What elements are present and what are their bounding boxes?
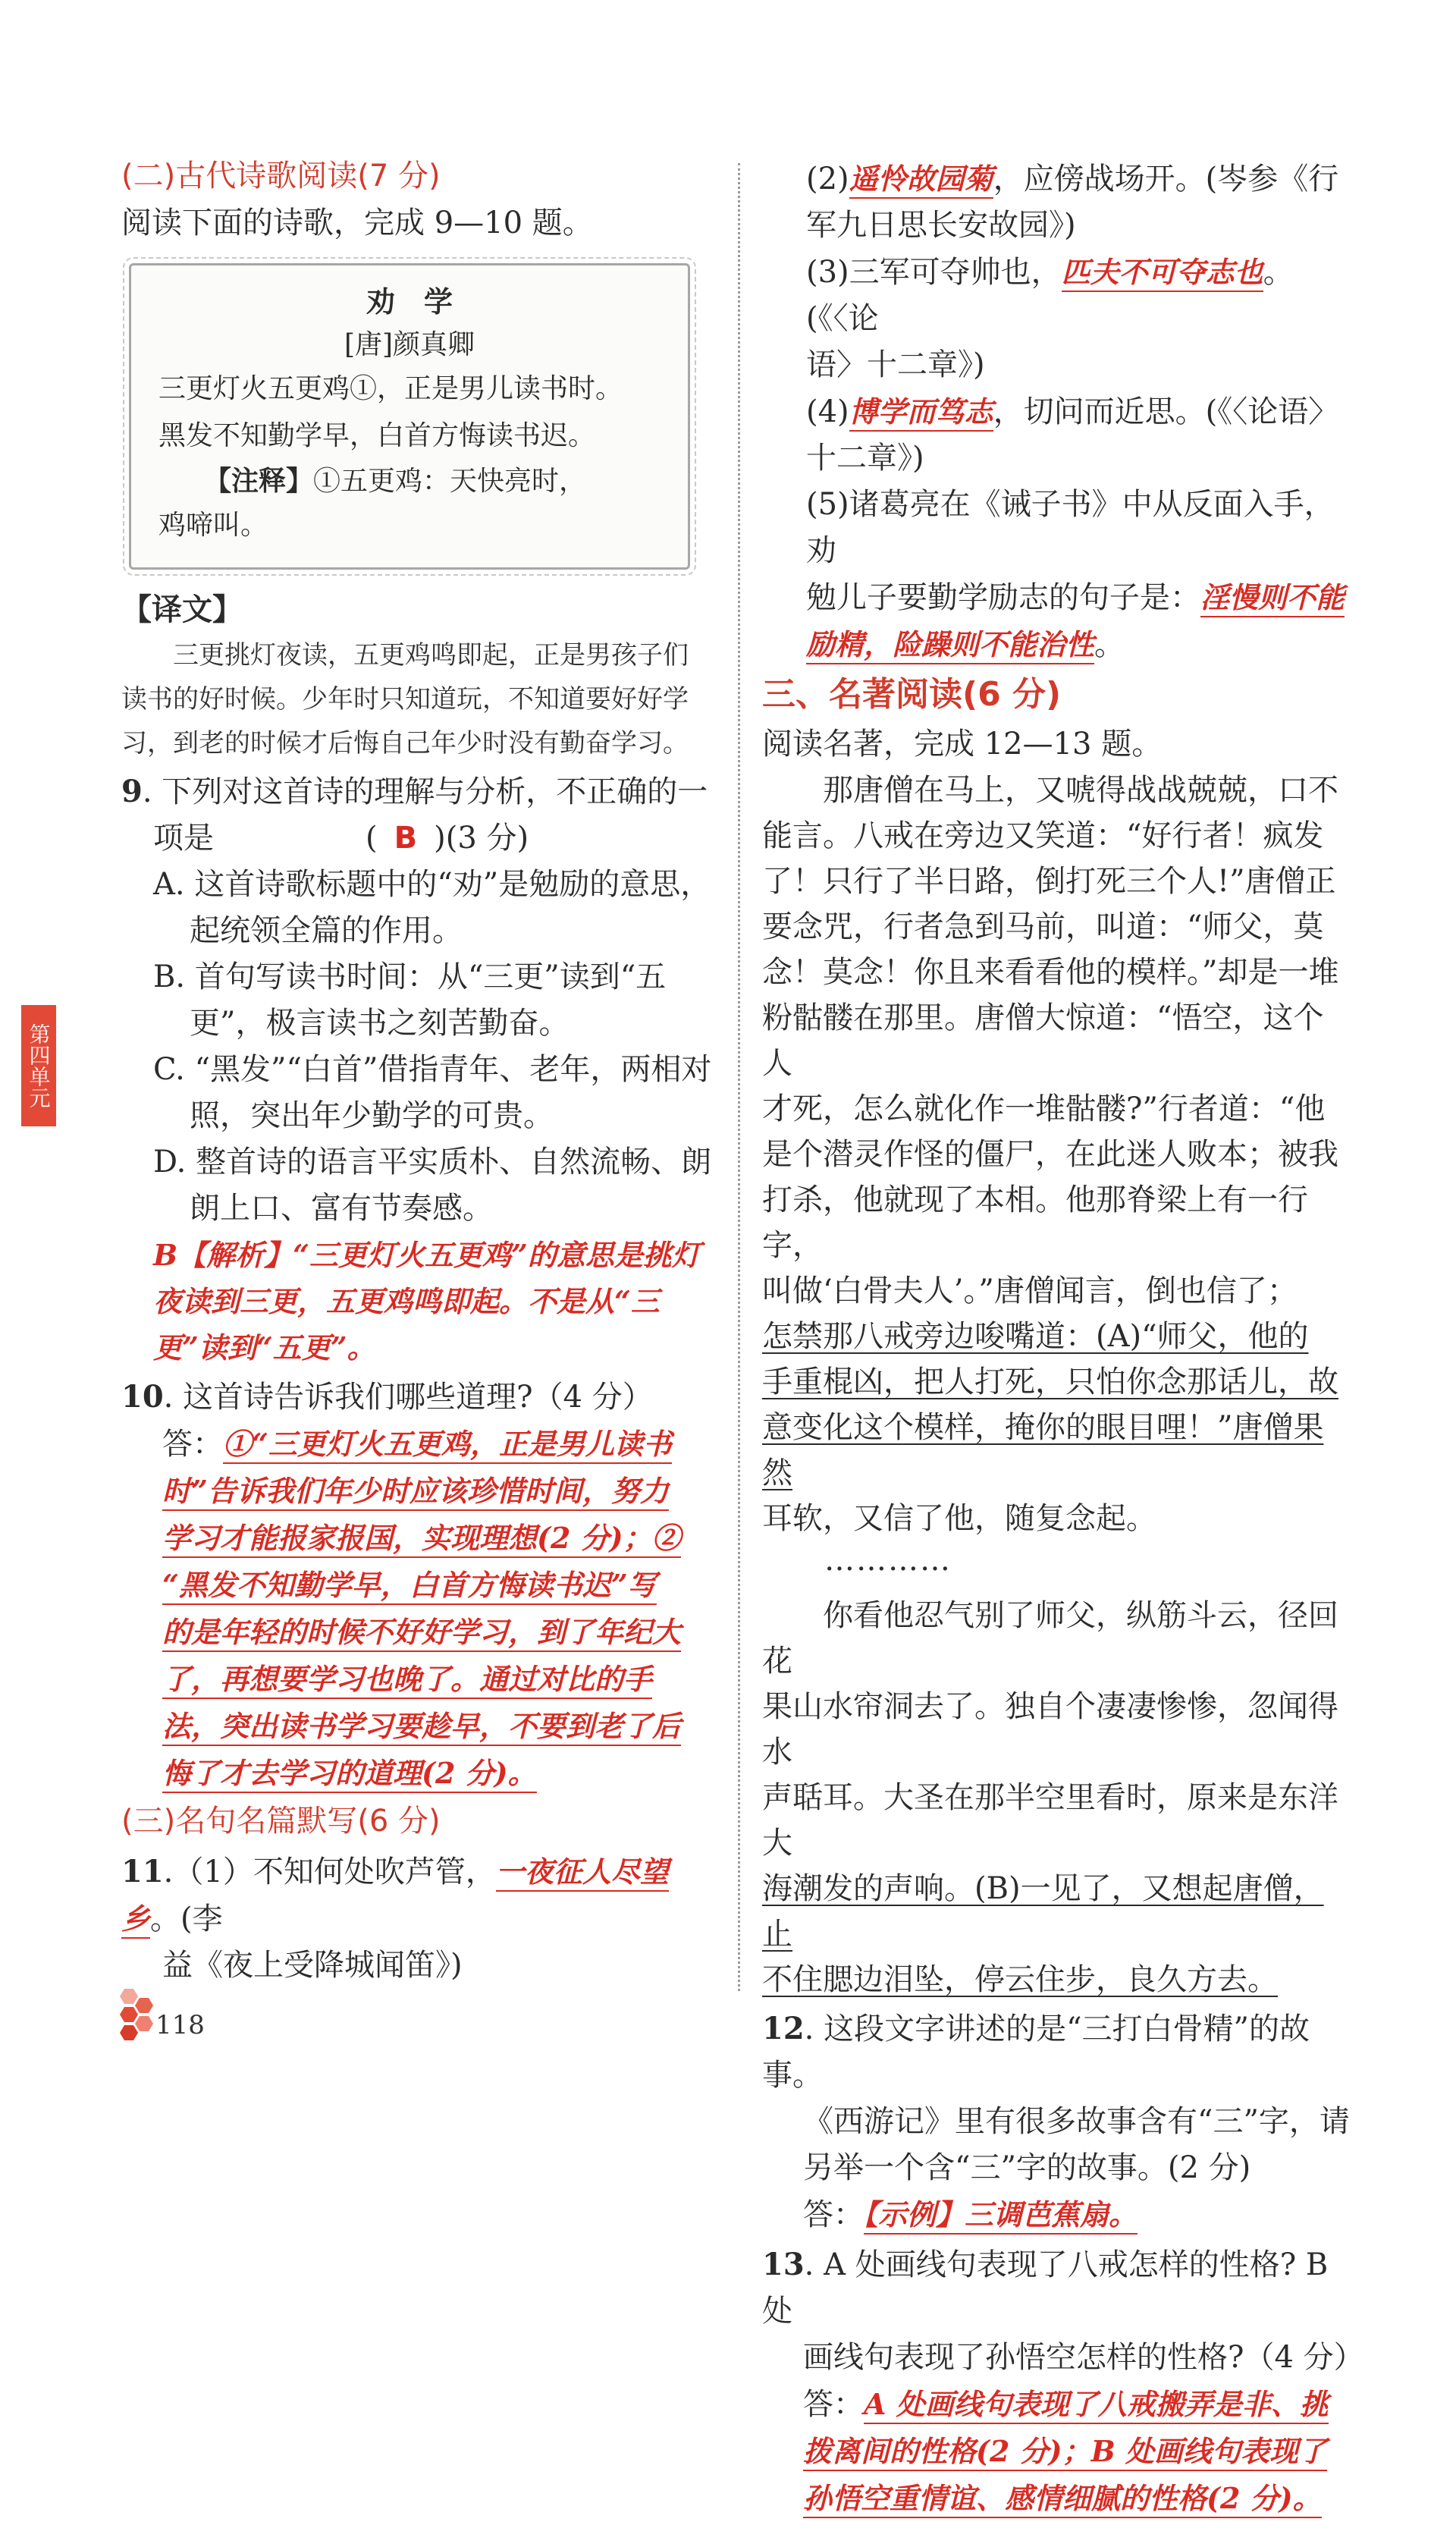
- answer-line: 学习才能报家报国，实现理想(2 分)；②: [162, 1521, 681, 1558]
- passage-line-underlined: 不住腮边泪坠，停云住步，良久方去。: [762, 1962, 1278, 1997]
- poem-note: [158, 460, 661, 504]
- passage-line-underlined: 意变化这个模样，掩你的眼目哩！”唐僧果然: [762, 1410, 1324, 1490]
- passage-line: 念！莫念！你且来看看他的模样。”却是一堆: [762, 955, 1339, 990]
- answer-fill: 一夜征人尽望乡: [121, 1855, 669, 1939]
- poem-box: [129, 263, 690, 570]
- passage-line: 要念咒，行者急到马前，叫道：“师父，莫: [762, 909, 1324, 944]
- question-13: [762, 2241, 1364, 2522]
- passage-line: 耳软，又信了他，随复念起。: [762, 1501, 1156, 1536]
- question-11: [121, 1848, 717, 1989]
- translation-line: 读书的好时候。少年时只知道玩，不知道要好好学: [121, 684, 689, 715]
- question-text: . 这首诗告诉我们哪些道理?（4 分）: [163, 1380, 653, 1415]
- question-text: 《西游记》里有很多故事含有“三”字，请: [803, 2104, 1350, 2139]
- right-column: [762, 155, 1364, 2522]
- answer-fill: 博学而笃志: [849, 394, 993, 432]
- answer-line: 孙悟空重情谊、感情细腻的性格(2 分)。: [803, 2481, 1322, 2518]
- passage-line: 能言。八戒在旁边又笑道：“好行者！疯发: [762, 818, 1324, 853]
- question-text: 。: [1094, 627, 1125, 662]
- question-text: 益《夜上受降城闻笛》): [162, 1948, 463, 1983]
- passage-2: [762, 1593, 1354, 2002]
- translation-line: 习，到老的时候才后悔自己年少时没有勤奋学习。: [121, 728, 689, 758]
- poem-title: 劝 学: [366, 285, 453, 319]
- poem-note-cont: 鸡啼叫。: [158, 510, 268, 541]
- section-classics-intro: 阅读名著，完成 12—13 题。: [762, 727, 1163, 762]
- question-text: ，切问而近思。(《〈论语〉: [993, 394, 1339, 429]
- answer-label: 答：: [162, 1427, 223, 1462]
- poem-author: [唐]颜真卿: [344, 329, 475, 360]
- question-9-answer: B: [394, 821, 418, 856]
- section-ancient-poetry-intro: 阅读下面的诗歌，完成 9—10 题。: [121, 206, 593, 240]
- question-text: (3)三军可夺帅也，: [806, 255, 1062, 290]
- answer-line: A 处画线句表现了八戒搬弄是非、挑: [864, 2387, 1329, 2424]
- answer-line: 悔了才去学习的道理(2 分)。: [162, 1756, 537, 1793]
- question-score: )(3 分): [434, 821, 529, 856]
- question-11-cont: [762, 155, 1354, 668]
- passage-line: 叫做‘白骨夫人’。”唐僧闻言，倒也信了；: [762, 1274, 1298, 1308]
- answer-label: 答：: [803, 2387, 864, 2422]
- question-number: 10: [121, 1379, 164, 1415]
- question-text: (5)诸葛亮在《诫子书》中从反面入手，劝: [806, 487, 1335, 568]
- question-text: 勉儿子要勤学励志的句子是：: [806, 580, 1200, 615]
- answer-line: 拨离间的性格(2 分)；B 处画线句表现了: [803, 2434, 1327, 2471]
- analysis-line: 夜读到三更，五更鸡鸣即起。不是从“三: [153, 1284, 660, 1318]
- question-text: 语〉十二章》): [806, 347, 985, 382]
- answer-label: 答：: [803, 2197, 864, 2232]
- poem-line-1: 三更灯火五更鸡①，正是男儿读书时。: [158, 373, 623, 404]
- page-number: 118: [155, 2010, 205, 2040]
- passage-line: 果山水帘洞去了。独自个凄凄惨惨，忽闻得水: [762, 1689, 1338, 1770]
- question-number: 9: [121, 774, 143, 809]
- item-number: (4): [806, 394, 849, 429]
- passage-line-underlined: 手重棍凶，把人打死，只怕你念那话儿，故: [762, 1365, 1338, 1399]
- question-text: 画线句表现了孙悟空怎样的性格?（4 分）: [803, 2340, 1364, 2375]
- question-text: 十二章》): [806, 441, 924, 476]
- question-number: 12: [762, 2011, 805, 2046]
- option-d-cont: 朗上口、富有节奏感。: [190, 1191, 493, 1226]
- translation-label: 【译文】: [121, 592, 243, 627]
- question-text: . 这段文字讲述的是“三打白骨精”的故事。: [762, 2012, 1310, 2093]
- poem-note-label: 【注释】: [204, 466, 314, 497]
- passage-line: 是个潜灵作怪的僵尸，在此迷人败本；被我: [762, 1137, 1338, 1172]
- question-number: 13: [762, 2247, 805, 2282]
- passage-line: 那唐僧在马上，又唬得战战兢兢，口不: [823, 773, 1338, 808]
- poem-note-text: ①五更鸡：天快亮时，: [313, 466, 587, 497]
- answer-line: 【示例】三调芭蕉扇。: [864, 2197, 1138, 2235]
- answer-line: “黑发不知勤学早，白首方悔读书迟”写: [162, 1568, 657, 1605]
- answer-line: 时”告诉我们年少时应该珍惜时间，努力: [162, 1474, 669, 1511]
- analysis-line: 更”读到“五更”。: [153, 1330, 376, 1365]
- question-text: 另举一个含“三”字的故事。(2 分): [803, 2150, 1251, 2185]
- question-text: 军九日思长安故园》): [806, 208, 1076, 243]
- question-9: [121, 768, 717, 1371]
- option-c: C. “黑发”“白首”借指青年、老年，两相对: [153, 1052, 712, 1087]
- section-classics-title: 三、名著阅读(6 分): [762, 675, 1062, 714]
- passage-ellipsis: …………: [824, 1543, 952, 1578]
- option-d: D. 整首诗的语言平实质朴、自然流畅、朗: [153, 1145, 712, 1179]
- option-a-cont: 起统领全篇的作用。: [190, 913, 463, 948]
- passage-line: 才死，怎么就化作一堆骷髅?”行者道：“他: [762, 1091, 1326, 1126]
- passage-line: 打杀，他就现了本相。他那脊梁上有一行字，: [762, 1182, 1308, 1263]
- section-quotes-title: (三)名句名篇默写(6 分): [121, 1804, 441, 1839]
- translation-line: 三更挑灯夜读，五更鸡鸣即起，正是男孩子们: [173, 640, 689, 671]
- analysis-line: B【解析】“三更灯火五更鸡”的意思是挑灯: [153, 1238, 701, 1272]
- question-text: 。(李: [150, 1902, 223, 1936]
- passage-line: 了！只行了半日路，倒打死三个人!”唐僧正: [762, 864, 1336, 899]
- item-number: (2): [806, 162, 849, 196]
- passage-line: 声聒耳。大圣在那半空里看时，原来是东洋大: [762, 1780, 1338, 1861]
- section-ancient-poetry-title: (二)古代诗歌阅读(7 分): [121, 159, 441, 193]
- unit-side-tab: 第四单元: [21, 1005, 56, 1126]
- question-text: . A 处画线句表现了八戒怎样的性格? B 处: [762, 2247, 1329, 2329]
- question-10: [121, 1374, 717, 1797]
- question-text: .（1）不知何处吹芦管，: [163, 1855, 496, 1889]
- option-b-cont: 更”，极言读书之刻苦勤奋。: [190, 1006, 570, 1041]
- answer-line: 的是年轻的时候不好好学习，到了年纪大: [162, 1615, 681, 1652]
- answer-fill: 遥怜故园菊: [849, 162, 993, 199]
- question-number: 11: [121, 1854, 164, 1889]
- option-c-cont: 照，突出年少勤学的可贵。: [190, 1098, 554, 1133]
- passage-line: 你看他忍气别了师父，纵筋斗云，径回花: [762, 1598, 1338, 1679]
- passage-line-underlined: 海潮发的声响。(B)一见了，又想起唐僧，止: [762, 1871, 1324, 1952]
- answer-fill: 励精，险躁则不能治性: [806, 627, 1094, 664]
- question-text: 。(《〈论: [806, 255, 1294, 336]
- question-12: [762, 2005, 1354, 2238]
- answer-line: ①“三更灯火五更鸡，正是男儿读书: [223, 1427, 672, 1464]
- column-divider: [738, 163, 740, 1991]
- answer-line: 了，再想要学习也晚了。通过对比的手: [162, 1662, 652, 1699]
- question-text: . 下列对这首诗的理解与分析，不正确的一: [142, 774, 708, 809]
- answer-fill: 淫慢则不能: [1200, 580, 1345, 617]
- poem-line-2: 黑发不知勤学早，白首方悔读书迟。: [158, 420, 596, 451]
- passage-line: 粉骷髅在那里。唐僧大惊道：“悟空，这个人: [762, 1000, 1324, 1081]
- option-a: A. 这首诗歌标题中的“劝”是勉励的意思，: [153, 867, 711, 902]
- answer-fill: 匹夫不可夺志也: [1062, 255, 1263, 292]
- option-b: B. 首句写读书时间：从“三更”读到“五: [153, 959, 667, 994]
- passage-line-underlined: 怎禁那八戒旁边唆嘴道：(A)“师父，他的: [762, 1319, 1309, 1354]
- question-text: ，应傍战场开。(岑参《行: [993, 162, 1339, 196]
- answer-line: 法，突出读书学习要趁早，不要到老了后: [162, 1709, 681, 1746]
- passage-1: [762, 768, 1354, 1541]
- left-column: [121, 152, 717, 1989]
- answer-paren: (: [366, 821, 378, 856]
- question-text: 项是: [153, 821, 214, 856]
